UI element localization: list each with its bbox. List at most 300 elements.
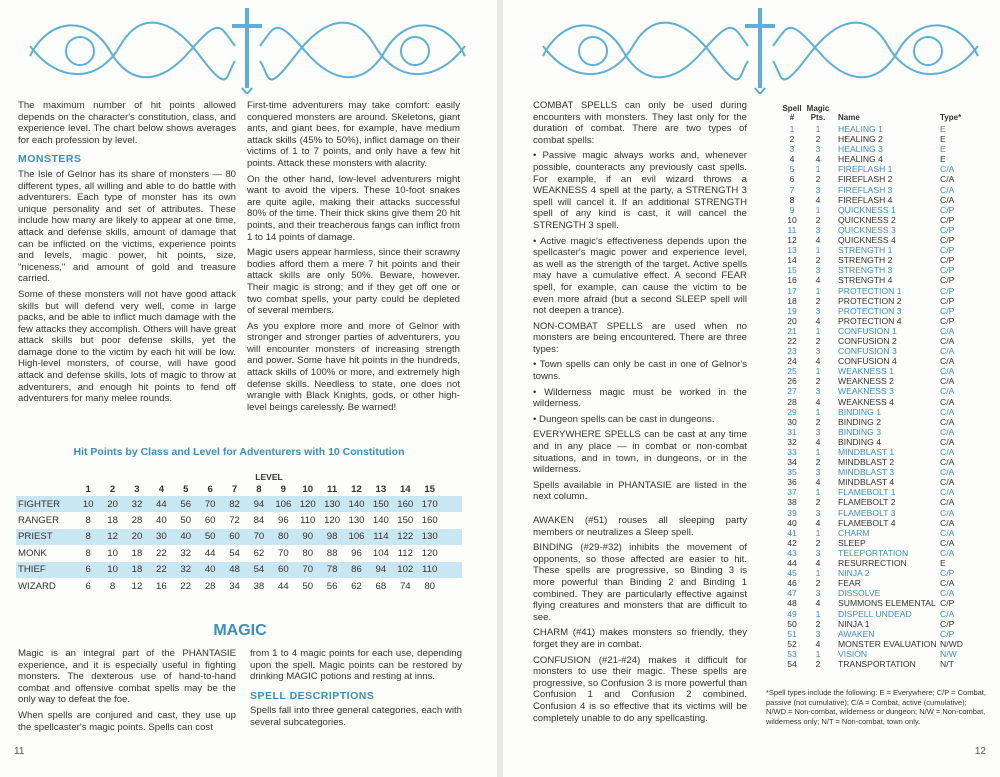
- spell-number-cell: 47: [787, 588, 797, 599]
- hit-points-cell: 140: [348, 498, 365, 510]
- magic-points-cell: 1: [815, 568, 821, 579]
- spell-name-cell: WEAKNESS 1: [838, 366, 894, 377]
- spell-number-cell: 23: [787, 346, 797, 357]
- spell-row: [780, 154, 985, 164]
- spell-type-cell: C/P: [940, 255, 955, 266]
- level-header-cell: 8: [256, 483, 262, 495]
- magic-points-cell: 4: [815, 235, 821, 246]
- spell-row: [780, 255, 985, 265]
- magic-points-cell: 3: [815, 144, 821, 155]
- spell-type-cell: E: [940, 134, 946, 145]
- hit-points-cell: 50: [302, 580, 314, 592]
- hit-points-cell: 80: [277, 531, 289, 543]
- hit-points-cell: 54: [229, 547, 240, 559]
- spell-name-cell: SLEEP: [838, 537, 866, 548]
- hit-points-cell: 44: [156, 498, 167, 510]
- spell-type-cell: C/A: [940, 174, 955, 185]
- spell-number-cell: 33: [787, 447, 797, 457]
- spell-name-cell: QUICKNESS 1: [838, 204, 896, 215]
- charm-paragraph: CHARM (#41) makes monsters so friendly, they forget they are in combat.: [533, 627, 747, 650]
- spell-number-cell: 1: [789, 124, 795, 134]
- spell-name-cell: STRENGTH 2: [838, 255, 893, 266]
- spell-type-cell: C/A: [940, 376, 955, 387]
- hit-points-cell: 130: [421, 531, 438, 543]
- spell-type-cell: N/W: [940, 648, 957, 659]
- spell-row: [780, 437, 985, 447]
- magic-points-cell: 1: [815, 285, 821, 296]
- spell-type-cell: C/P: [940, 628, 955, 639]
- spell-number-cell: 48: [787, 598, 797, 609]
- spell-number-cell: 16: [787, 275, 797, 286]
- hit-points-cell: 10: [82, 498, 94, 510]
- wilderness-magic-paragraph: • Wilderness magic must be worked in the wilderness.: [533, 386, 747, 410]
- magic-points-cell: 3: [815, 628, 821, 639]
- spell-number-cell: 35: [787, 467, 797, 478]
- spell-row: [780, 215, 985, 225]
- spell-number-cell: 14: [787, 255, 797, 266]
- right-column-1: [533, 100, 747, 724]
- monsters-paragraph-3: First-time adventurers may take comfort: easily conquered monsters are around. Skeletons, giant ants, and giant bees, for example, have medium attack skills (45% to 50%), inflict damage on their victims of 1 to 7 points, and only have a few hit points. Attack these monsters with alacrity.: [247, 100, 460, 169]
- level-header-cell: 1: [85, 483, 91, 495]
- spell-table-body: [780, 124, 985, 669]
- spell-type-cell: C/A: [940, 346, 955, 357]
- spell-row: [780, 124, 985, 134]
- magic-points-cell: 3: [815, 184, 821, 195]
- hit-points-cell: 20: [107, 498, 118, 510]
- hit-points-cell: 60: [229, 531, 240, 543]
- spell-row: [780, 538, 985, 548]
- hit-points-cell: 28: [131, 515, 143, 527]
- spell-number-cell: 25: [787, 366, 797, 377]
- table-row: [16, 496, 462, 512]
- hit-points-cell: 44: [277, 580, 289, 592]
- hit-points-table: [16, 446, 462, 594]
- hit-points-cell: 18: [131, 547, 143, 559]
- spell-number-cell: 19: [787, 305, 797, 316]
- spell-type-cell: C/A: [940, 164, 955, 175]
- spell-number-cell: 20: [787, 315, 797, 326]
- spell-name-cell: NINJA 2: [838, 568, 870, 579]
- spell-row: [780, 568, 985, 578]
- hit-points-cell: 30: [156, 531, 167, 543]
- spell-name-cell: AWAKEN: [838, 628, 875, 639]
- magic-points-cell: 1: [815, 487, 821, 498]
- spell-number-cell: 17: [787, 285, 797, 296]
- magic-points-cell: 1: [815, 608, 821, 619]
- class-name-cell: WIZARD: [18, 580, 56, 592]
- monsters-paragraph-2: Some of these monsters will not have good attack skills but will defend very well, come in large packs, and be able to inflict much damage with the few attacks they accomplish. Others will have great attack skills but poor defense skills, yet the damage done to the victim by each hit will be low. High-level monsters, of course, will have good attack and defense skills, lots of magic to throw at adventurers, and enough hit points to fend off adventurers for many melee rounds.: [18, 288, 236, 405]
- magic-points-cell: 3: [815, 346, 821, 357]
- confusion-paragraph: CONFUSION (#21-#24) makes it difficult for monsters to use their magic. These spells are progressive, so Confusion 3 is more powerful than Confusion 1 and Confusion 2 combined. Confusion 4 is so effective that its victims will be completely unable to do any spellcasting.: [533, 654, 747, 724]
- spell-name-cell: TELEPORTATION: [838, 547, 909, 558]
- level-header-cell: 12: [351, 483, 362, 495]
- magic-points-cell: 2: [815, 174, 821, 185]
- hit-points-cell: 62: [253, 547, 265, 559]
- hit-points-cell: 94: [253, 498, 265, 510]
- spell-name-cell: MINDBLAST 4: [838, 477, 895, 488]
- spell-row: [780, 336, 985, 346]
- spell-name-cell: STRENGTH 3: [838, 265, 893, 276]
- magic-points-cell: 1: [815, 447, 821, 457]
- spell-row: [780, 639, 985, 649]
- magic-points-cell: 4: [815, 396, 821, 407]
- spell-name-cell: STRENGTH 1: [838, 245, 893, 256]
- level-header-cell: 5: [183, 483, 189, 495]
- hit-points-table-title: Hit Points by Class and Level for Adventurers with 10 Constitution: [73, 446, 405, 458]
- spell-row: [780, 518, 985, 528]
- magic-points-cell: 1: [815, 124, 821, 134]
- magic-points-cell: 4: [815, 356, 821, 367]
- spell-number-cell: 4: [789, 154, 795, 165]
- magic-points-cell: 3: [815, 588, 821, 599]
- level-header-cell: 2: [109, 483, 116, 495]
- magic-points-cell: 2: [815, 376, 821, 387]
- magic-paragraph-1: Magic is an integral part of the PHANTASIE experience, and it is especially useful in fighting monsters. The dexterous use of hand-to-hand combat and offensive combat spells may be the only way to defeat the foe.: [18, 648, 236, 706]
- spell-type-footnote: *Spell types include the following: E = Everywhere; C/P = Combat, passive (not cumulative); C/A = Combat, active (cumulative); N/WD = Non-combat, wilderness or dungeon; N/W = Non-combat, wilderness only; N/T = Non-combat, town only.: [766, 688, 986, 726]
- spell-type-cell: C/A: [940, 184, 955, 195]
- class-name-cell: PRIEST: [18, 531, 53, 543]
- class-name-cell: THIEF: [18, 564, 46, 576]
- hit-points-cell: 114: [373, 531, 389, 543]
- spell-name-cell: BINDING 4: [838, 436, 881, 447]
- spell-type-cell: C/A: [940, 507, 955, 518]
- spell-name-cell: FEAR: [838, 578, 861, 589]
- spell-type-cell: C/A: [940, 386, 955, 397]
- hit-points-cell: 96: [277, 515, 289, 527]
- level-header-cell: 14: [399, 483, 411, 495]
- spell-type-cell: N/WD: [940, 638, 963, 649]
- spell-number-cell: 21: [787, 325, 797, 336]
- magic-points-cell: 4: [815, 558, 821, 569]
- page-number-right: 12: [974, 746, 986, 757]
- spell-type-cell: C/A: [940, 578, 955, 589]
- magic-points-cell: 2: [815, 497, 821, 508]
- spell-type-cell: C/P: [940, 235, 955, 246]
- spell-name-cell: WEAKNESS 2: [838, 376, 894, 387]
- spell-type-cell: C/P: [940, 295, 955, 306]
- spell-number-cell: 49: [787, 608, 797, 619]
- spell-name-cell: HEALING 1: [838, 124, 883, 134]
- spell-row: [780, 588, 985, 598]
- spell-number-cell: 43: [787, 547, 797, 558]
- spell-row: [780, 427, 985, 437]
- spell-row: [780, 245, 985, 255]
- combat-spells-paragraph: COMBAT SPELLS can only be used during encounters with monsters. They last only for the duration of combat. There are two types of combat spells:: [533, 100, 747, 146]
- spell-type-cell: C/P: [940, 315, 955, 326]
- spell-name-cell: MINDBLAST 1: [838, 447, 895, 457]
- spell-name-cell: CONFUSION 2: [838, 335, 897, 346]
- spell-number-cell: 7: [789, 184, 795, 195]
- spell-number-cell: 39: [787, 507, 797, 518]
- spell-name-cell: CHARM: [838, 527, 870, 538]
- dungeon-spells-paragraph: • Dungeon spells can be cast in dungeons.: [533, 413, 715, 425]
- spell-type-cell: C/A: [940, 325, 955, 336]
- spell-name-cell: DISSOLVE: [838, 588, 881, 599]
- town-spells-paragraph: • Town spells can only be cast in one of Gelnor's towns.: [533, 359, 747, 383]
- hit-points-cell: 10: [107, 564, 118, 576]
- hit-points-cell: 104: [372, 547, 389, 559]
- hit-points-cell: 122: [397, 531, 414, 543]
- awaken-paragraph: AWAKEN (#51) rouses all sleeping party members or neutralizes a Sleep spell.: [533, 515, 747, 538]
- hit-points-cell: 150: [372, 498, 389, 510]
- hit-points-cell: 6: [85, 580, 91, 592]
- spell-row: [780, 467, 985, 477]
- spell-type-cell: C/A: [940, 356, 955, 367]
- spell-number-cell: 30: [787, 416, 797, 427]
- spell-type-cell: C/A: [940, 608, 955, 619]
- spell-name-cell: PROTECTION 4: [838, 315, 902, 326]
- hit-points-cell: 60: [277, 564, 289, 576]
- spell-name-cell: FIREFLASH 4: [838, 194, 893, 205]
- class-name-cell: RANGER: [18, 515, 60, 527]
- spell-name-cell: PROTECTION 2: [838, 295, 902, 306]
- spell-name-cell: FIREFLASH 2: [838, 174, 893, 185]
- spell-row: [780, 356, 985, 366]
- monsters-paragraph-5: Magic users appear harmless, since their scrawny bodies afford them a mere 7 hit points and their attack skills are only 50%. Beware, however. Their magic is strong; and if they get off one or two combat spells, your party could be depleted of several members.: [247, 247, 460, 317]
- level-header-cell: 4: [158, 483, 165, 495]
- table-row: [16, 562, 462, 578]
- spell-type-cell: C/P: [940, 285, 955, 296]
- hit-points-cell: 120: [299, 498, 316, 510]
- spell-number-cell: 13: [787, 245, 797, 256]
- magic-points-cell: 3: [815, 467, 821, 478]
- magic-points-cell: 2: [815, 295, 821, 306]
- spell-row: [780, 316, 985, 326]
- monsters-paragraph-1: The Isle of Gelnor has its share of monsters — 80 different types, all willing and able to do battle with adventurers. Each type of monster has its own unique personality and set of attributes. These include how many are likely to appear at one time, attack and defense skills, amount of damage that can be inflicted on the victims, experience points and levels, magic power, hit points, size, "niceness," and amount of gold and treasure carried.: [18, 168, 236, 285]
- spell-row: [780, 619, 985, 629]
- spell-number-cell: 22: [787, 335, 797, 346]
- table-row: [16, 529, 462, 545]
- magic-points-cell: 2: [815, 255, 821, 266]
- magic-points-cell: 2: [815, 134, 821, 145]
- hit-points-cell: 80: [424, 580, 435, 592]
- spell-type-cell: C/A: [940, 497, 955, 508]
- spell-number-cell: 5: [789, 164, 795, 175]
- spell-name-cell: WEAKNESS 3: [838, 386, 894, 397]
- level-header-cell: 15: [424, 483, 435, 495]
- magic-points-cell: 4: [815, 477, 821, 488]
- hit-points-cell: 160: [397, 498, 414, 510]
- magic-points-cell: 3: [815, 426, 821, 437]
- hit-points-cell: 68: [375, 580, 387, 592]
- spell-type-cell: E: [940, 144, 946, 155]
- spell-type-cell: C/A: [940, 436, 955, 447]
- magic-points-cell: 3: [815, 386, 821, 397]
- spell-type-cell: C/A: [940, 588, 955, 599]
- magic-points-cell: 3: [815, 265, 821, 276]
- hit-points-cell: 44: [204, 547, 216, 559]
- spell-name-cell: FLAMEBOLT 2: [838, 497, 896, 508]
- spell-number-cell: 53: [787, 648, 797, 659]
- spell-number-cell: 26: [787, 376, 797, 387]
- magic-points-cell: 4: [815, 275, 821, 286]
- hit-points-cell: 160: [421, 515, 438, 527]
- spell-row: [780, 134, 985, 144]
- spell-number-cell: 40: [787, 517, 797, 528]
- magic-points-cell: 4: [815, 517, 821, 528]
- active-magic-paragraph: • Active magic's effectiveness depends upon the spellcaster's magic power and experience level, as well as the strength of the target. Active spells may have a cumulative effect. A second FEAR spell, for example, can cause the victim to be even more afraid (but a second SLEEP spell will not deepen a trance).: [533, 235, 747, 317]
- level-header-cell: 3: [134, 483, 140, 495]
- spell-row: [780, 477, 985, 487]
- level-header-cell: 13: [375, 483, 387, 495]
- spell-number-cell: 3: [789, 144, 795, 155]
- hit-points-intro: The maximum number of hit points allowed depends on the character's constitution, class, and experience level. The chart below shows averages for each profession by level.: [18, 100, 236, 146]
- hit-points-cell: 120: [421, 547, 438, 559]
- magic-points-cell: 3: [815, 305, 821, 316]
- spell-type-cell: C/A: [940, 537, 955, 548]
- spell-row: [780, 286, 985, 296]
- hit-points-cell: 170: [421, 498, 438, 510]
- spell-type-cell: C/A: [940, 547, 955, 558]
- hit-points-cell: 32: [180, 564, 192, 576]
- hit-points-cell: 62: [351, 580, 362, 592]
- hit-points-cell: 110: [300, 515, 316, 527]
- spell-name-cell: CONFUSION 3: [838, 346, 897, 357]
- hit-points-cell: 32: [131, 498, 143, 510]
- spell-number-cell: 44: [787, 558, 797, 569]
- binding-paragraph: BINDING (#29-#32) inhibits the movement of opponents, so those affected are easier to hit. These spells are progressive, so Binding 3 is more powerful than Binding 2 and Binding 1 combined. They are particularly effective against flying creatures and monsters that are difficult to see.: [533, 542, 747, 623]
- hit-points-cell: 40: [204, 564, 216, 576]
- spell-type-cell: E: [940, 558, 946, 569]
- spell-row: [780, 629, 985, 639]
- spell-name-cell: QUICKNESS 4: [838, 235, 896, 246]
- magic-points-cell: 4: [815, 598, 821, 609]
- spell-row: [780, 447, 985, 457]
- monsters-paragraph-4: On the other hand, low-level adventurers might want to avoid the vipers. These 10-foot snakes are quite agile, making their attacks successful 80% of the time. Their thick skins give them 20 hit points, and their treacherous fangs can inflict from 1 to 14 points of damage.: [247, 173, 460, 243]
- spell-row: [780, 275, 985, 285]
- spell-row: [780, 326, 985, 336]
- spell-name-cell: BINDING 3: [838, 426, 881, 437]
- spell-name-cell: FIREFLASH 3: [838, 184, 893, 195]
- magic-points-cell: 4: [815, 315, 821, 326]
- spell-number-cell: 2: [789, 134, 795, 145]
- hit-points-cell: 54: [253, 564, 265, 576]
- page-number-left: 11: [14, 746, 25, 757]
- spell-name-cell: CONFUSION 4: [838, 356, 897, 367]
- spell-name-cell: QUICKNESS 2: [838, 214, 896, 225]
- level-header-cell: 7: [231, 483, 238, 495]
- spell-row: [780, 558, 985, 568]
- hit-points-cell: 70: [204, 498, 216, 510]
- hit-points-cell: 32: [180, 547, 192, 559]
- magic-points-cell: 4: [815, 154, 821, 165]
- hit-points-cell: 120: [324, 515, 341, 527]
- hit-points-cell: 84: [253, 515, 265, 527]
- hit-points-cell: 60: [204, 515, 216, 527]
- spell-name-header: Name: [838, 113, 860, 122]
- spell-name-cell: MONSTER EVALUATION: [838, 638, 937, 649]
- spell-type-cell: C/P: [940, 214, 955, 225]
- spell-name-cell: FLAMEBOLT 4: [838, 517, 896, 528]
- spell-row: [780, 508, 985, 518]
- hit-points-cell: 12: [107, 531, 118, 543]
- spell-row: [780, 457, 985, 467]
- spell-row: [780, 487, 985, 497]
- magic-points-cell: 3: [815, 224, 821, 235]
- spell-row: [780, 174, 985, 184]
- spell-name-cell: MINDBLAST 3: [838, 467, 895, 478]
- spell-row: [780, 205, 985, 215]
- spell-name-cell: SUMMONS ELEMENTAL: [838, 598, 936, 609]
- level-label: LEVEL: [255, 472, 283, 482]
- spell-row: [780, 376, 985, 386]
- right-page: [503, 0, 1000, 777]
- spell-name-cell: HEALING 3: [838, 144, 883, 155]
- spell-name-cell: TRANSPORTATION: [838, 658, 916, 669]
- magic-points-cell: 4: [815, 638, 821, 649]
- spell-number-cell: 29: [787, 406, 797, 417]
- hit-points-cell: 28: [204, 580, 216, 592]
- magic-points-cell: 1: [815, 164, 821, 175]
- hit-points-cell: 22: [156, 564, 167, 576]
- spell-type-cell: C/A: [940, 335, 955, 346]
- class-name-cell: MONK: [18, 547, 47, 559]
- magic-paragraph-3: from 1 to 4 magic points for each use, depending upon the spell. Magic points can be restored by drinking MAGIC potions and resting at inns.: [250, 648, 462, 683]
- spell-number-cell: 12: [787, 235, 797, 246]
- spell-row: [780, 578, 985, 588]
- spell-type-cell: C/A: [940, 477, 955, 488]
- magic-points-cell: 2: [815, 618, 821, 629]
- hit-points-cell: 96: [351, 547, 362, 559]
- magic-heading: MAGIC: [213, 622, 267, 639]
- level-header-cell: 11: [327, 483, 338, 495]
- hit-points-cell: 34: [229, 580, 240, 592]
- hit-points-cell: 50: [204, 531, 216, 543]
- spell-name-cell: QUICKNESS 3: [838, 224, 896, 235]
- spell-type-cell: C/A: [940, 406, 955, 417]
- celtic-sword-ornament-icon: [20, 6, 475, 94]
- spell-type-cell: C/A: [940, 396, 955, 407]
- magic-points-cell: 1: [815, 325, 821, 336]
- spell-number-cell: 15: [787, 265, 797, 276]
- spell-row: [780, 659, 985, 669]
- spell-number-cell: 42: [787, 537, 797, 548]
- passive-magic-paragraph: • Passive magic always works and, whenever possible, counteracts any previously cast spells. For example, if an evil wizard throws a WEAKNESS 4 spell at the party, a STRENGTH 3 spell will cancel it. If an additional STRENGTH spell of any kind is cast, it will cancel the STRENGTH 3 spell.: [533, 150, 747, 231]
- hit-points-cell: 86: [351, 564, 362, 576]
- hit-points-cell: 8: [85, 515, 91, 527]
- hit-points-cell: 72: [229, 515, 240, 527]
- hit-points-cell: 80: [302, 547, 314, 559]
- spell-type-cell: C/P: [940, 568, 955, 579]
- spell-row: [780, 497, 985, 507]
- hit-points-cell: 6: [85, 564, 91, 576]
- spell-row: [780, 265, 985, 275]
- hit-points-cell: 90: [302, 531, 314, 543]
- magic-column-1: [18, 648, 236, 733]
- non-combat-spells-paragraph: NON-COMBAT SPELLS are used when no monsters are being encountered. There are three types:: [533, 320, 747, 355]
- spell-table-header: [780, 104, 985, 124]
- spell-number-cell: 32: [787, 436, 797, 447]
- hit-points-cell: 38: [253, 580, 265, 592]
- level-header-cell: 9: [280, 483, 286, 495]
- spell-type-cell: C/P: [940, 618, 955, 629]
- spell-type-cell: C/P: [940, 598, 955, 609]
- hit-points-cell: 22: [180, 580, 192, 592]
- level-header-cell: 10: [302, 483, 314, 495]
- spell-number-cell: 28: [787, 396, 797, 407]
- spell-row: [780, 144, 985, 154]
- magic-points-cell: 3: [815, 507, 821, 518]
- left-column-1: [18, 100, 236, 405]
- magic-points-cell: 1: [815, 366, 821, 377]
- spell-number-cell: 38: [787, 497, 797, 508]
- spell-row: [780, 225, 985, 235]
- magic-points-cell: 2: [815, 578, 821, 589]
- hit-points-cell: 88: [326, 547, 338, 559]
- magic-points-cell: 3: [815, 547, 821, 558]
- spell-descriptions-paragraph: Spells fall into three general categories, each with several subcategories.: [250, 705, 462, 728]
- monsters-heading: MONSTERS: [18, 153, 82, 166]
